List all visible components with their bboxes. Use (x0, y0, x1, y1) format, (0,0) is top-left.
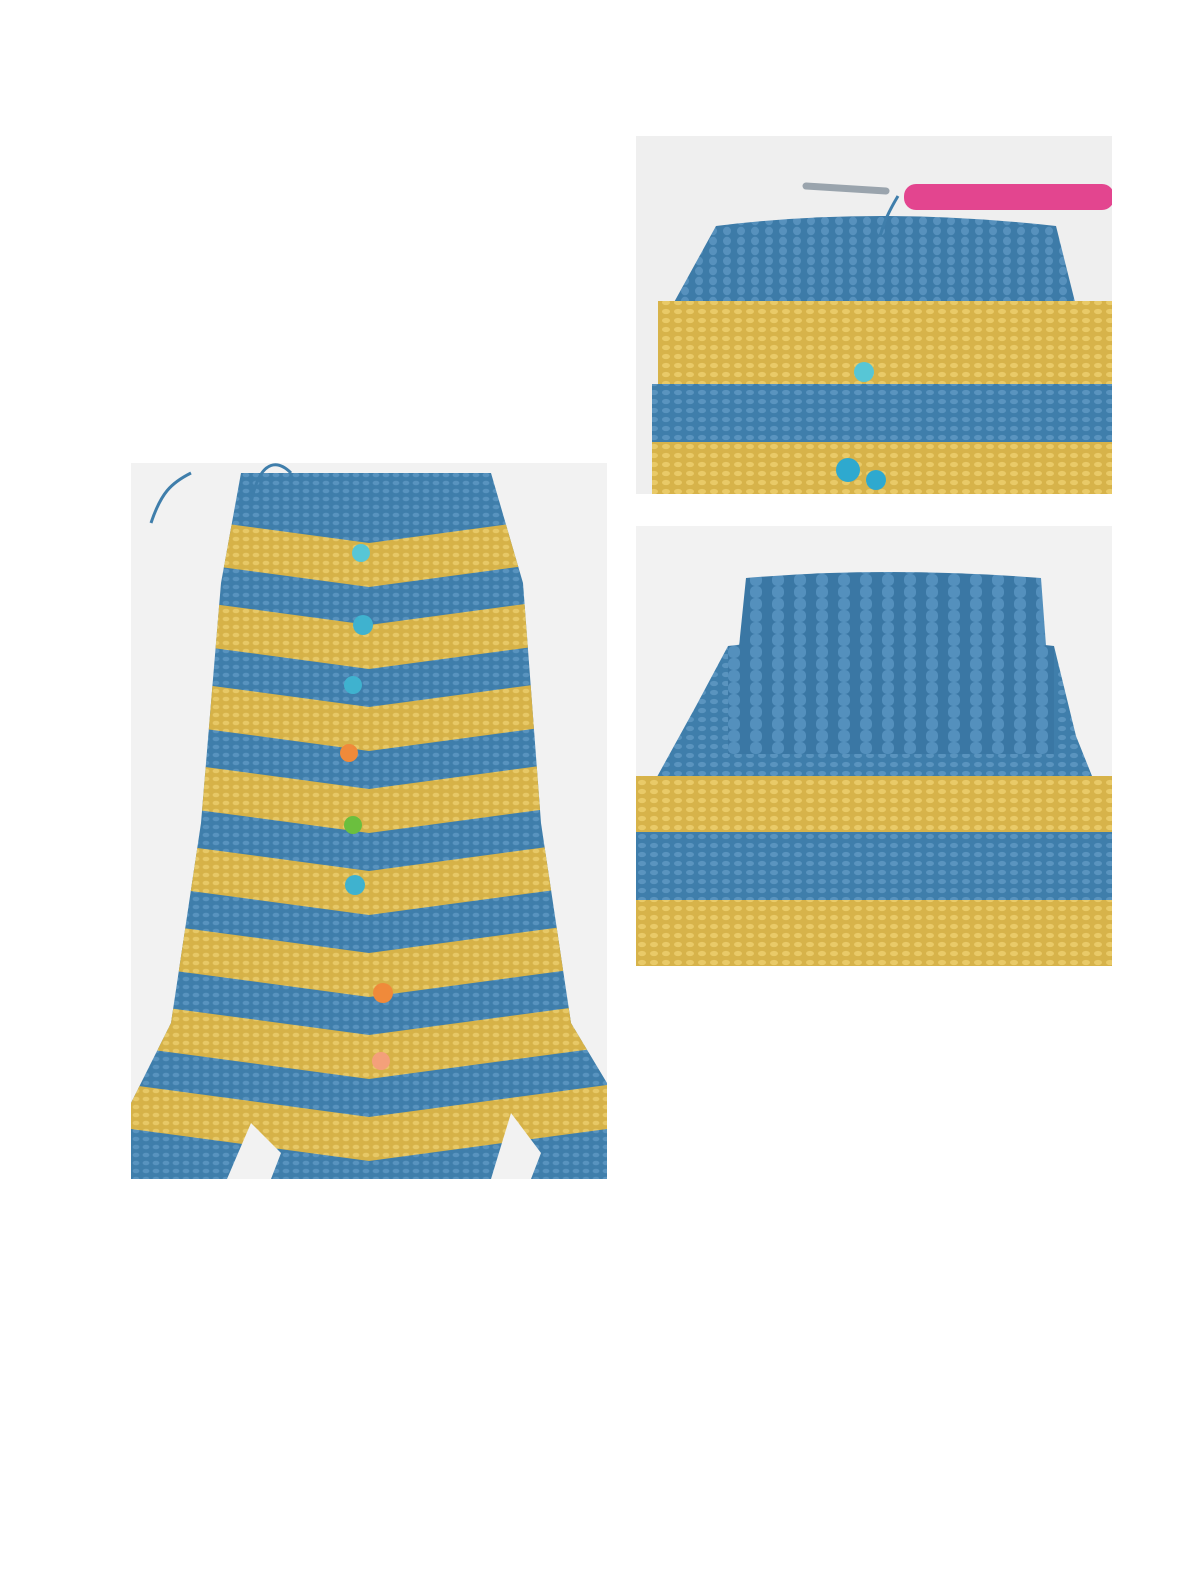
sweater-photo-markers (131, 463, 607, 1179)
ribbed-collar-photo (636, 526, 1112, 966)
neckline-hook-photo (636, 136, 1112, 494)
